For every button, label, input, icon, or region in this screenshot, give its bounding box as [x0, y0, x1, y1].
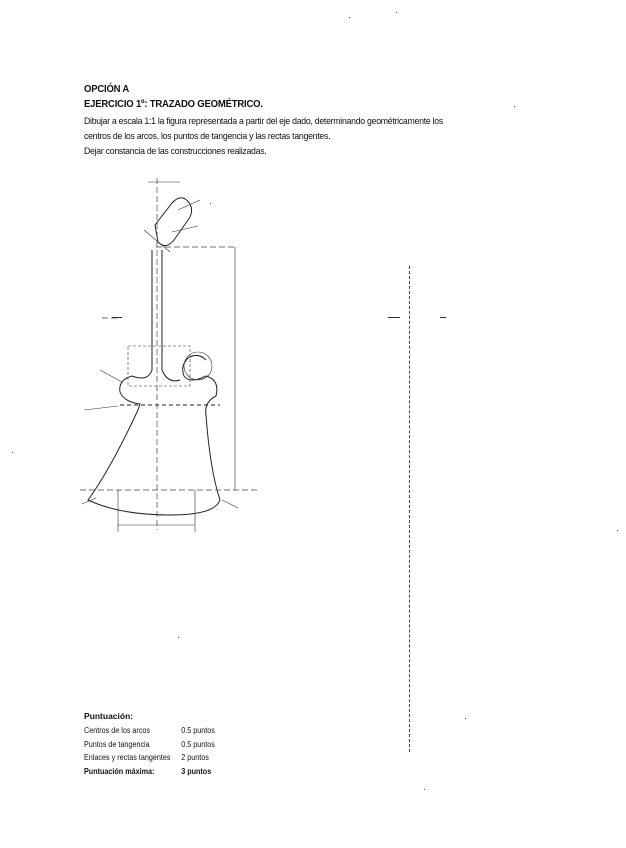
guitar-waist-arc	[162, 370, 180, 381]
scan-speck	[465, 718, 466, 719]
construction-circle	[184, 352, 212, 380]
scoring-row-tangencia	[84, 740, 215, 749]
scoring-title: Puntuación:	[84, 711, 134, 721]
scoring-row-centros	[84, 726, 215, 735]
leader-line-1	[178, 200, 200, 210]
drawing-tick-left	[112, 317, 122, 318]
leader-line-4	[84, 406, 118, 410]
instruction-line-3: Dejar constancia de las construcciones realizadas.	[84, 146, 267, 157]
option-heading: OPCIÓN A	[84, 84, 130, 95]
scan-speck	[514, 106, 515, 107]
scan-speck	[396, 12, 397, 13]
scan-speck	[210, 203, 211, 204]
scan-speck	[12, 452, 13, 453]
guitar-technical-drawing	[60, 170, 280, 540]
instruction-line-2: centros de los arcos, los puntos de tangencia y las rectas tangentes.	[84, 131, 331, 142]
scoring-row-maxima	[84, 767, 211, 776]
scan-speck	[178, 637, 179, 638]
leader-line-2	[172, 226, 198, 232]
drawing-tick-right	[388, 317, 400, 318]
scan-speck	[424, 789, 425, 790]
scan-speck	[617, 530, 618, 531]
construction-rectangle	[128, 346, 190, 386]
scoring-value: 3 puntos	[181, 767, 212, 776]
scoring-label: Enlaces y rectas tangentes	[84, 753, 171, 762]
guitar-body-outline	[88, 355, 220, 515]
leader-line-6	[222, 500, 238, 508]
scoring-label: Centros de los arcos	[84, 726, 151, 735]
scoring-value: 2 puntos	[181, 753, 209, 762]
drawing-tick-far-right	[440, 317, 446, 318]
vertical-dashed-divider	[409, 266, 410, 752]
scoring-label: Puntos de tangencia	[84, 740, 150, 749]
leader-line-3	[100, 370, 122, 382]
scoring-row-enlaces	[84, 753, 209, 762]
guitar-head-outline	[155, 198, 192, 246]
instruction-line-1: Dibujar a escala 1:1 la figura representada a partir del eje dado, determinando geométricamente los	[84, 116, 443, 127]
scoring-value: 0.5 puntos	[181, 740, 215, 749]
scoring-label: Puntuación máxima:	[84, 767, 155, 776]
scoring-value: 0.5 puntos	[181, 726, 215, 735]
exercise-heading: EJERCICIO 1º: TRAZADO GEOMÉTRICO.	[84, 99, 263, 110]
scan-speck	[349, 17, 350, 18]
